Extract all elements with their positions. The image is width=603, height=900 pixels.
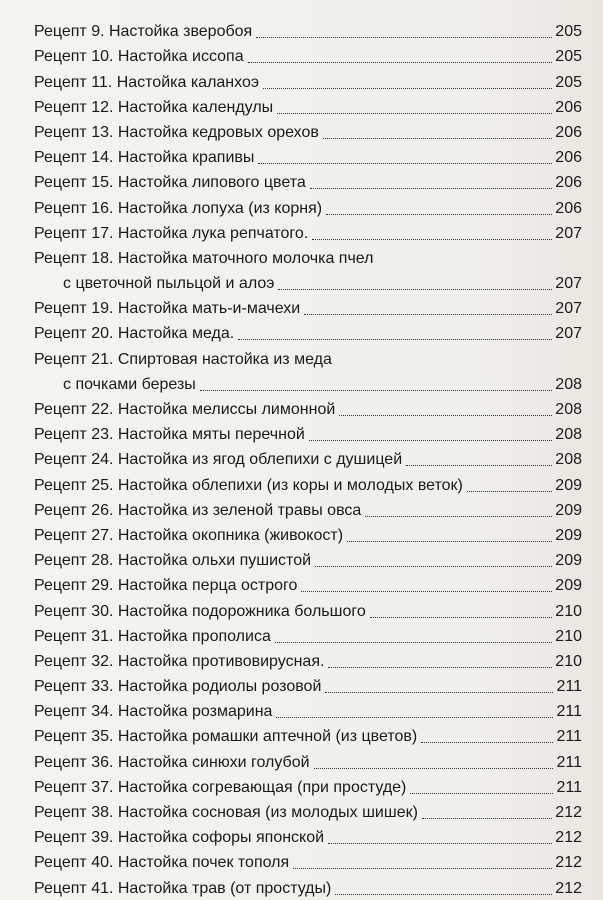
toc-page-number: 209 [555,526,582,544]
toc-entry-line [34,445,582,470]
toc-entry-title: Рецепт 36. Настойка синюхи голубой [34,753,310,771]
toc-entry [34,470,582,495]
toc-page-number: 206 [555,123,582,141]
toc-entry [34,143,582,168]
toc-page-number: 211 [556,703,582,721]
toc-page-number: 208 [555,451,582,469]
toc-entry [34,93,582,118]
toc-entry-continuation [34,370,582,395]
toc-page-number: 210 [555,602,582,620]
toc-entry-line [34,244,582,269]
toc-entry [34,773,582,798]
toc-entry-title: Рецепт 15. Настойка липового цвета [34,174,306,192]
toc-page-number: 207 [555,224,582,242]
toc-entry-line [34,546,582,571]
toc-entry-title: Рецепт 37. Настойка согревающая (при простуде) [34,778,407,796]
toc-entry-line [34,773,582,798]
toc-page-number: 211 [556,678,582,696]
toc-entry-title: Рецепт 29. Настойка перца острого [34,577,298,595]
dot-leader [370,617,553,618]
toc-entry [34,319,582,344]
toc-page-number: 208 [555,375,582,393]
toc-entry-title: Рецепт 32. Настойка противовирусная. [34,652,325,670]
toc-page-number: 205 [555,48,582,66]
toc-page-number: 206 [555,174,582,192]
dot-leader [301,591,552,592]
toc-entry-line [34,319,582,344]
toc-entry-title: Рецепт 41. Настойка трав (от простуды) [34,879,332,897]
dot-leader [263,88,552,89]
dot-leader [410,793,553,794]
toc-entry-title: Рецепт 20. Настойка меда. [34,325,235,343]
toc-entry [34,747,582,772]
toc-entry [34,848,582,873]
dot-leader [309,440,553,441]
toc-entry-line [34,470,582,495]
dot-leader [326,214,552,215]
toc-page-number: 208 [555,426,582,444]
toc-entry-title: Рецепт 24. Настойка из ягод облепихи с душицей [34,451,403,469]
dot-leader [421,742,553,743]
toc-entry [34,672,582,697]
toc-entry-line [34,848,582,873]
toc-entry [34,445,582,470]
dot-leader [467,491,552,492]
toc-entry-line [34,193,582,218]
toc-entry-line [34,93,582,118]
toc-entry-line [34,395,582,420]
toc-page-number: 209 [555,577,582,595]
toc-entry [34,344,582,394]
toc-entry-title: Рецепт 10. Настойка иссопа [34,48,244,66]
toc-page-number: 211 [556,728,582,746]
toc-entry-line [34,747,582,772]
toc-entry-title: Рецепт 34. Настойка розмарина [34,703,273,721]
toc-entry-title: Рецепт 38. Настойка сосновая (из молодых шишек) [34,804,418,821]
toc-entry-line [34,67,582,92]
dot-leader [278,289,552,290]
toc-entry-line [34,219,582,244]
toc-entry-title: Рецепт 40. Настойка почек тополя [34,854,290,872]
toc-entry [34,823,582,848]
toc-entry [34,722,582,747]
toc-entry-title: с цветочной пыльцой и алоэ [63,275,275,293]
toc-entry-line [34,571,582,596]
toc-page-number: 207 [555,300,582,318]
toc-entry-line [34,168,582,193]
toc-entry-line [34,344,582,369]
toc-page-number: 205 [555,23,582,41]
toc-entry-line [34,420,582,445]
toc-entry-title: Рецепт 28. Настойка ольхи пушистой [34,552,312,570]
toc-entry-line [34,672,582,697]
toc-entry-line [34,823,582,848]
toc-page-number: 206 [555,199,582,217]
toc-entry-line [34,118,582,143]
dot-leader [310,188,553,189]
toc-entry-line [34,647,582,672]
toc-entry-continuation [34,269,582,294]
toc-entry-title: Рецепт 16. Настойка лопуха (из корня) [34,199,323,217]
toc-entry-title: Рецепт 35. Настойка ромашки аптечной (из цветов) [34,728,418,746]
toc-page-number: 211 [556,778,582,796]
toc-page-number: 212 [555,804,582,821]
toc-entry [34,219,582,244]
toc-entry-title: Рецепт 27. Настойка окопника (живокост) [34,526,344,544]
toc-entry [34,244,582,294]
toc-entry [34,521,582,546]
dot-leader [339,415,552,416]
toc-entry-title: Рецепт 33. Настойка родиолы розовой [34,678,322,696]
dot-leader [256,37,552,38]
dot-leader [293,868,552,869]
dot-leader [248,62,553,63]
toc-entry-line [34,521,582,546]
toc-entry [34,395,582,420]
toc-entry-line [34,596,582,621]
toc-entry-line [34,294,582,319]
dot-leader [422,818,552,819]
toc-entry-title: Рецепт 21. Спиртовая настойка из меда [34,350,332,368]
toc-entry [34,67,582,92]
toc-entry [34,420,582,445]
toc-entry-title: Рецепт 19. Настойка мать-и-мачехи [34,300,301,318]
toc-page-number: 206 [555,149,582,167]
dot-leader [258,163,552,164]
toc-entry-title: Рецепт 9. Настойка зверобоя [34,23,253,41]
toc-entry-title: с почками березы [63,375,196,393]
toc-page-number: 212 [555,879,582,897]
toc-entry [34,294,582,319]
toc-entry-title: Рецепт 23. Настойка мяты перечной [34,426,305,444]
toc-entry-line [34,697,582,722]
toc-page-number: 207 [555,275,582,293]
toc-entry [34,193,582,218]
toc-entry [34,168,582,193]
toc-page-number: 206 [555,98,582,116]
toc-entry [34,873,582,898]
toc-entry [34,42,582,67]
toc-entry-line [34,622,582,647]
toc-page-number: 209 [555,501,582,519]
dot-leader [328,843,552,844]
toc-entry-title: Рецепт 30. Настойка подорожника большого [34,602,366,620]
dot-leader [406,465,552,466]
dot-leader [335,894,552,895]
toc-page-number: 209 [555,476,582,494]
toc-page-number: 212 [555,854,582,872]
toc-entry-line [34,143,582,168]
toc-entry [34,17,582,42]
toc-entry-title: Рецепт 11. Настойка каланхоэ [34,73,260,91]
toc-entry [34,798,582,823]
toc-entry-line [34,496,582,521]
table-of-contents [34,17,582,899]
toc-entry-title: Рецепт 12. Настойка календулы [34,98,274,116]
toc-entry-line [34,722,582,747]
toc-entry [34,546,582,571]
dot-leader [328,667,552,668]
toc-page-number: 211 [556,753,582,771]
toc-page-number: 207 [555,325,582,343]
toc-entry-title: Рецепт 31. Настойка прополиса [34,627,271,645]
toc-entry-line [34,17,582,42]
dot-leader [312,239,552,240]
toc-page-number: 208 [555,401,582,418]
toc-entry-title: Рецепт 26. Настойка из зеленой травы овса [34,501,362,519]
dot-leader [238,339,552,340]
toc-entry [34,496,582,521]
toc-entry-line [34,42,582,67]
toc-entry [34,596,582,621]
dot-leader [314,768,554,769]
toc-entry-line [34,798,582,823]
toc-entry-title: Рецепт 25. Настойка облепихи (из коры и молодых веток) [34,476,463,494]
toc-entry [34,118,582,143]
toc-entry [34,697,582,722]
dot-leader [325,692,553,693]
dot-leader [277,113,552,114]
toc-page-number: 210 [555,652,582,670]
dot-leader [347,541,552,542]
toc-entry [34,622,582,647]
dot-leader [304,314,552,315]
dot-leader [315,566,552,567]
dot-leader [276,717,553,718]
toc-page-number: 205 [555,73,582,91]
dot-leader [200,390,553,391]
toc-page-number: 209 [555,552,582,570]
toc-entry-title: Рецепт 22. Настойка мелиссы лимонной [34,401,336,418]
toc-entry-title: Рецепт 18. Настойка маточного молочка пчел [34,249,374,267]
toc-entry [34,571,582,596]
toc-page-number: 210 [555,627,582,645]
toc-entry-line [34,873,582,898]
toc-entry-title: Рецепт 17. Настойка лука репчатого. [34,224,309,242]
toc-page-number: 212 [555,829,582,847]
dot-leader [323,138,552,139]
toc-entry-title: Рецепт 13. Настойка кедровых орехов [34,123,319,141]
toc-entry-title: Рецепт 39. Настойка софоры японской [34,829,325,847]
toc-entry-title: Рецепт 14. Настойка крапивы [34,149,255,167]
dot-leader [365,516,552,517]
dot-leader [275,642,552,643]
toc-entry [34,647,582,672]
